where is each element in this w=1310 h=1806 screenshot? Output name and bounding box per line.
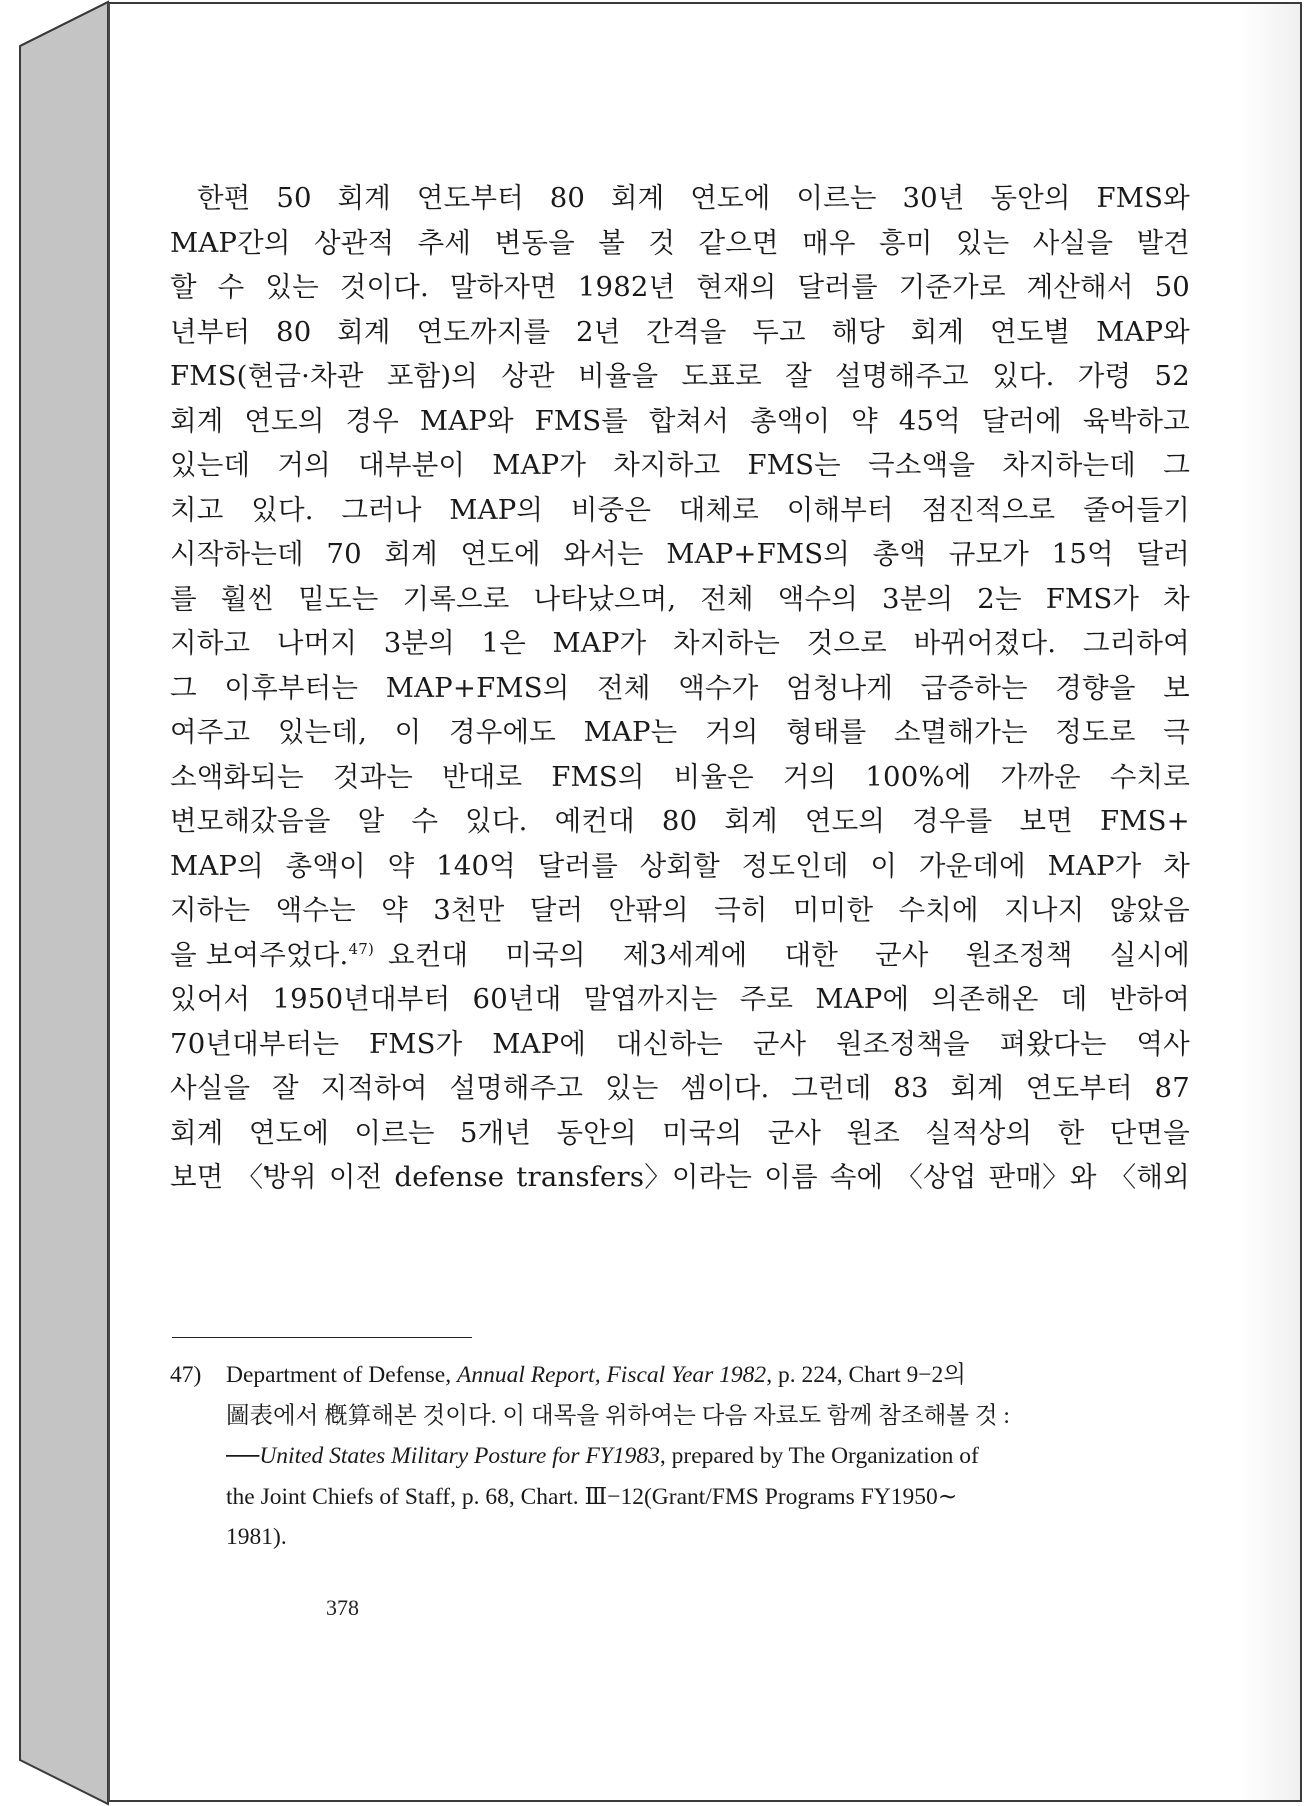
word: 연도의: [804, 805, 886, 837]
word: 사실을: [1032, 226, 1114, 259]
text-line-with-footnote: [170, 933, 1190, 978]
word: 총액이: [285, 849, 366, 882]
word: 100%에: [865, 760, 972, 793]
word: 5개년: [459, 1116, 532, 1149]
word: 회계: [170, 404, 224, 437]
word: 있는: [265, 271, 319, 303]
word: 15억: [1051, 538, 1114, 570]
word: 훨씬: [220, 582, 275, 615]
word: 잘: [785, 360, 812, 392]
word: MAP에: [815, 983, 910, 1015]
word: 회계: [384, 538, 438, 570]
word: 발견: [1136, 226, 1190, 259]
word: 안팎의: [608, 894, 689, 926]
word: 경우: [345, 404, 400, 437]
word: MAP의: [449, 493, 544, 526]
word: 약: [381, 894, 408, 926]
word: 합쳐서: [648, 404, 730, 437]
word: 원조정책: [965, 938, 1073, 971]
footnote-line: ──United States Military Posture for FY1983, prepared by The Organization of: [226, 1443, 979, 1469]
word: 차: [1163, 849, 1190, 882]
word: 군사: [767, 1116, 822, 1149]
word: 정도인데: [741, 849, 849, 882]
word: 가령: [1077, 360, 1132, 392]
line-start: 을 보여주었다.$^{47)}$: [170, 938, 375, 971]
word: 예컨대: [554, 805, 635, 837]
word: 형태를: [786, 716, 867, 748]
word: 달러를: [537, 849, 618, 882]
word: 140억: [436, 849, 516, 882]
word: 1982년: [577, 271, 676, 303]
word: FMS와: [1096, 182, 1190, 214]
word: 연도별: [990, 315, 1071, 348]
footnote-title: United States Military Posture for FY1983: [259, 1443, 660, 1469]
word: FMS(현금·차관: [170, 360, 364, 392]
word: 판매〉와: [988, 1161, 1097, 1193]
word: 비율을: [578, 360, 659, 392]
word: 미국의: [505, 938, 586, 971]
word: 해당: [831, 315, 886, 348]
word: 를: [170, 582, 197, 615]
word: 70년대부터는: [170, 1027, 340, 1060]
word: 연도까지를: [416, 315, 551, 348]
word: 이후부터는: [224, 671, 359, 704]
word: 약: [387, 849, 415, 882]
word: 엄청나게: [786, 671, 894, 704]
word: 〈방위: [235, 1161, 317, 1193]
word: 것으로: [806, 627, 887, 659]
word: 대한: [784, 938, 839, 971]
word: 이르는: [796, 182, 877, 214]
word: 2년: [576, 315, 621, 348]
word: 연도에: [248, 1116, 330, 1149]
word: 한편: [197, 182, 251, 214]
word: 있다.: [465, 805, 528, 837]
word: 연도에: [460, 538, 541, 570]
word: 52: [1154, 360, 1190, 392]
text-line: [170, 888, 1190, 933]
word: 역사: [1136, 1027, 1190, 1060]
word: 3천만: [433, 894, 505, 926]
word: 급증하는: [920, 671, 1028, 704]
word: 제3세계에: [622, 938, 748, 971]
word: 지적하여: [320, 1072, 428, 1104]
word: 상관: [501, 360, 555, 392]
word: FMS가: [368, 1027, 463, 1060]
word: 지하는: [170, 894, 251, 926]
word: 실시에: [1109, 938, 1190, 971]
word: 현재의: [696, 271, 777, 303]
word: 거의: [782, 760, 837, 793]
word: 수: [411, 805, 439, 837]
word: 포함)의: [386, 360, 479, 392]
word: 대부분이: [358, 449, 466, 481]
word: 동안의: [556, 1116, 637, 1149]
footnote-text: Department of Defense, Annual Report, Fiscal Year 1982, p. 224, Chart 9−2의: [226, 1362, 966, 1388]
word: 극: [1163, 716, 1190, 748]
word: 같으면: [698, 226, 779, 259]
word: 회계: [910, 315, 965, 348]
word: 있는: [604, 1072, 659, 1104]
word: 있는데: [170, 449, 251, 481]
word: 변모해갔음을: [170, 805, 331, 837]
word: MAP+FMS의: [385, 671, 570, 704]
word: 반하여: [1109, 983, 1190, 1015]
word: 회계: [950, 1072, 1004, 1104]
word: 단면을: [1109, 1116, 1190, 1149]
word: 달러에: [981, 404, 1062, 437]
word: 기록으로: [402, 582, 510, 615]
word: FMS는: [747, 449, 841, 481]
word: transfers〉이라는: [516, 1161, 753, 1193]
word: 수치로: [1109, 760, 1190, 793]
footnote-rule: [172, 1337, 472, 1338]
word: 차지하는: [673, 627, 781, 659]
word: 50: [1154, 271, 1190, 303]
word: 두고: [752, 315, 806, 348]
footnote-line: the Joint Chiefs of Staff, p. 68, Chart. Ⅲ−12(Grant/FMS Programs FY1950∼: [226, 1483, 958, 1510]
page-shade: [1240, 4, 1300, 1800]
word: 1950년대부터: [272, 983, 451, 1015]
word: 대신하는: [615, 1027, 723, 1060]
body-text: [170, 176, 1190, 1200]
word: 도표로: [681, 360, 762, 392]
word: 있어서: [170, 983, 251, 1015]
word: 시작하는데: [170, 538, 304, 570]
footnote-title: Annual Report, Fiscal Year 1982: [456, 1362, 767, 1388]
word: 극히: [714, 894, 768, 926]
word: 상회할: [639, 849, 720, 882]
text-line: [170, 488, 1190, 533]
word: 설명해주고: [835, 360, 969, 392]
word: 원조: [846, 1116, 900, 1149]
text-line: [170, 710, 1190, 755]
word: MAP가: [492, 449, 587, 481]
word: 〈해외: [1108, 1161, 1190, 1193]
word: MAP가: [1047, 849, 1142, 882]
word: 차지하는데: [1002, 449, 1137, 481]
word: FMS가: [1045, 582, 1140, 615]
text-line: [170, 532, 1190, 577]
word: 연도부터: [416, 182, 524, 214]
word: 있다.: [992, 360, 1055, 392]
word: MAP와: [419, 404, 514, 437]
word: 달러: [529, 894, 584, 926]
word: MAP간의: [170, 226, 291, 259]
word: 전체: [597, 671, 651, 704]
word: 경향을: [1055, 671, 1136, 704]
word: 그리하여: [1082, 627, 1190, 659]
word: 할: [170, 271, 197, 303]
word: 연도부터: [1025, 1072, 1133, 1104]
line-end: [388, 933, 1190, 978]
word: 83: [893, 1072, 929, 1104]
word: 군사: [752, 1027, 807, 1060]
word: 60년대: [472, 983, 562, 1015]
text-line: [170, 399, 1190, 444]
word: 비중은: [570, 493, 652, 526]
text-line: [170, 310, 1190, 355]
word: 그: [1163, 449, 1190, 481]
text-line: [170, 844, 1190, 889]
word: FMS를: [534, 404, 629, 437]
text-line: [170, 1111, 1190, 1156]
word: MAP와: [1096, 315, 1190, 348]
word: 이름: [764, 1161, 818, 1193]
word: 있다.: [251, 493, 314, 526]
word: 반대로: [442, 760, 523, 793]
word: 80: [276, 315, 312, 348]
word: 그런데: [791, 1072, 872, 1104]
word: 이해부터: [786, 493, 894, 526]
word: 보면: [170, 1161, 224, 1193]
word: 총액이: [749, 404, 831, 437]
word: 실적상의: [925, 1116, 1033, 1149]
word: 2는: [977, 582, 1022, 615]
word: MAP는: [583, 716, 678, 748]
word: 매우: [802, 226, 856, 259]
word: 3분의: [882, 582, 954, 615]
word: FMS의: [551, 760, 645, 793]
text-line: [170, 666, 1190, 711]
word: 점진적으로: [921, 493, 1056, 526]
word: 이: [870, 849, 898, 882]
word: defense: [394, 1161, 505, 1193]
word: 정도로: [1055, 716, 1136, 748]
word: 가까운: [1000, 760, 1081, 793]
word: 지하고: [170, 627, 251, 659]
word: 액수가: [678, 671, 759, 704]
word: 이르는: [354, 1116, 435, 1149]
word: 가운데에: [918, 849, 1026, 882]
word: 군사: [875, 938, 929, 971]
word: 지나지: [1004, 894, 1085, 926]
footnote-line: 1981).: [226, 1524, 287, 1550]
word: 볼: [598, 226, 625, 259]
footnote-line: [170, 1355, 1190, 1396]
text-line: [170, 176, 1190, 221]
word: 한: [1057, 1116, 1085, 1149]
word: 회계: [724, 805, 778, 837]
word: 상관적: [314, 226, 395, 259]
word: 나머지: [276, 627, 358, 659]
word: 치고: [170, 493, 224, 526]
word: 설명해주고: [449, 1072, 584, 1104]
word: 변동을: [494, 226, 575, 259]
word: 동안의: [990, 182, 1071, 214]
text-line: [170, 1155, 1190, 1200]
word: 회계: [337, 315, 391, 348]
text-line: [170, 221, 1190, 266]
word: 회계: [170, 1116, 224, 1149]
word: 요컨대: [388, 938, 469, 971]
text-line: [170, 977, 1190, 1022]
word: 데: [1060, 983, 1088, 1015]
word: 것과는: [332, 760, 414, 793]
word: 차지하고: [613, 449, 721, 481]
word: 사실을: [170, 1072, 251, 1104]
word: 년부터: [170, 315, 251, 348]
word: 여주고: [170, 716, 251, 748]
word: 전체: [700, 582, 754, 615]
text-line: [170, 577, 1190, 622]
word: 말하자면: [449, 271, 557, 303]
word: 흥미: [879, 226, 933, 259]
word: 것이다.: [339, 271, 429, 303]
page-number: 378: [326, 1595, 359, 1620]
word: 의존해온: [931, 983, 1039, 1015]
word: 것: [648, 226, 676, 259]
footnote-number: 47): [170, 1362, 202, 1388]
word: 차: [1163, 582, 1190, 615]
word: MAP가: [552, 627, 647, 659]
word: 이전: [328, 1161, 383, 1193]
word: 소멸해가는: [893, 716, 1028, 748]
word: 3분의: [383, 627, 455, 659]
word: 액수의: [777, 582, 859, 615]
word: 밑도는: [298, 582, 379, 615]
word: 보: [1163, 671, 1190, 704]
word: 말엽까지는: [583, 983, 718, 1015]
word: 연도의: [244, 404, 325, 437]
word: 회계: [610, 182, 665, 214]
word: 잘: [272, 1072, 299, 1104]
word: 액수는: [275, 894, 356, 926]
word: 미미한: [792, 894, 874, 926]
word: 바뀌어졌다.: [913, 627, 1057, 659]
word: 주로: [739, 983, 794, 1015]
word: 나타났으며,: [533, 582, 677, 615]
word: 와서는: [563, 538, 644, 570]
word: 30년: [902, 182, 965, 214]
word: 펴왔다는: [999, 1027, 1107, 1060]
word: 달러를: [797, 271, 878, 303]
word: 계산해서: [1026, 271, 1134, 303]
word: 셈이다.: [680, 1072, 770, 1104]
word: 그: [170, 671, 197, 704]
word: 50: [276, 182, 312, 214]
word: 45억: [898, 404, 961, 437]
word: 달러: [1136, 538, 1190, 570]
word: 거의: [705, 716, 759, 748]
word: 〈상업: [895, 1161, 977, 1193]
word: 원조정책을: [835, 1027, 970, 1060]
text-line: [170, 621, 1190, 666]
word: 이: [394, 716, 422, 748]
word: 수: [217, 271, 245, 303]
text-line: [170, 1022, 1190, 1067]
word: 대체로: [678, 493, 760, 526]
word: 그러나: [341, 493, 422, 526]
text-line: [170, 443, 1190, 488]
text-line: [170, 755, 1190, 800]
word: 보면: [1019, 805, 1073, 837]
word: 미국의: [662, 1116, 743, 1149]
word: 회계: [337, 182, 392, 214]
word: 줄어들기: [1082, 493, 1190, 526]
word: 수치에: [898, 894, 979, 926]
word: 간격을: [646, 315, 727, 348]
word: 기준가로: [898, 271, 1006, 303]
word: 1은: [481, 627, 526, 659]
text-line: [170, 1066, 1190, 1111]
word: 거의: [277, 449, 331, 481]
word: 80: [549, 182, 586, 214]
word: 경우에도: [448, 716, 557, 748]
word: 있는데,: [277, 716, 368, 748]
word: 70: [326, 538, 362, 570]
word: 약: [851, 404, 878, 437]
word: MAP+FMS의: [666, 538, 851, 570]
word: 연도에: [690, 182, 771, 214]
word: 않았음: [1109, 894, 1190, 926]
text-line: [170, 799, 1190, 844]
footnote-line: 圖表에서 槪算해본 것이다. 이 대목을 위하여는 다음 자료도 함께 참조해볼 것 :: [226, 1402, 1010, 1429]
word: 80: [661, 805, 698, 837]
text-line: [170, 354, 1190, 399]
word: 규모가: [948, 538, 1030, 570]
text-line: [170, 265, 1190, 310]
footnote: [170, 1355, 1190, 1558]
word: 있는: [955, 226, 1010, 259]
word: 소액화되는: [170, 760, 304, 793]
word: 경우를: [912, 805, 993, 837]
word: MAP의: [170, 849, 264, 882]
footnote-reference: 47): [348, 939, 375, 958]
word: 알: [357, 805, 385, 837]
word: 육박하고: [1082, 404, 1190, 437]
word: 총액: [872, 538, 927, 570]
word: 비율은: [673, 760, 754, 793]
word: FMS+: [1099, 805, 1190, 837]
word: 추세: [417, 226, 472, 259]
word: 87: [1154, 1072, 1190, 1104]
word: 극소액을: [868, 449, 976, 481]
word: 속에: [829, 1161, 884, 1193]
word: MAP에: [492, 1027, 587, 1060]
